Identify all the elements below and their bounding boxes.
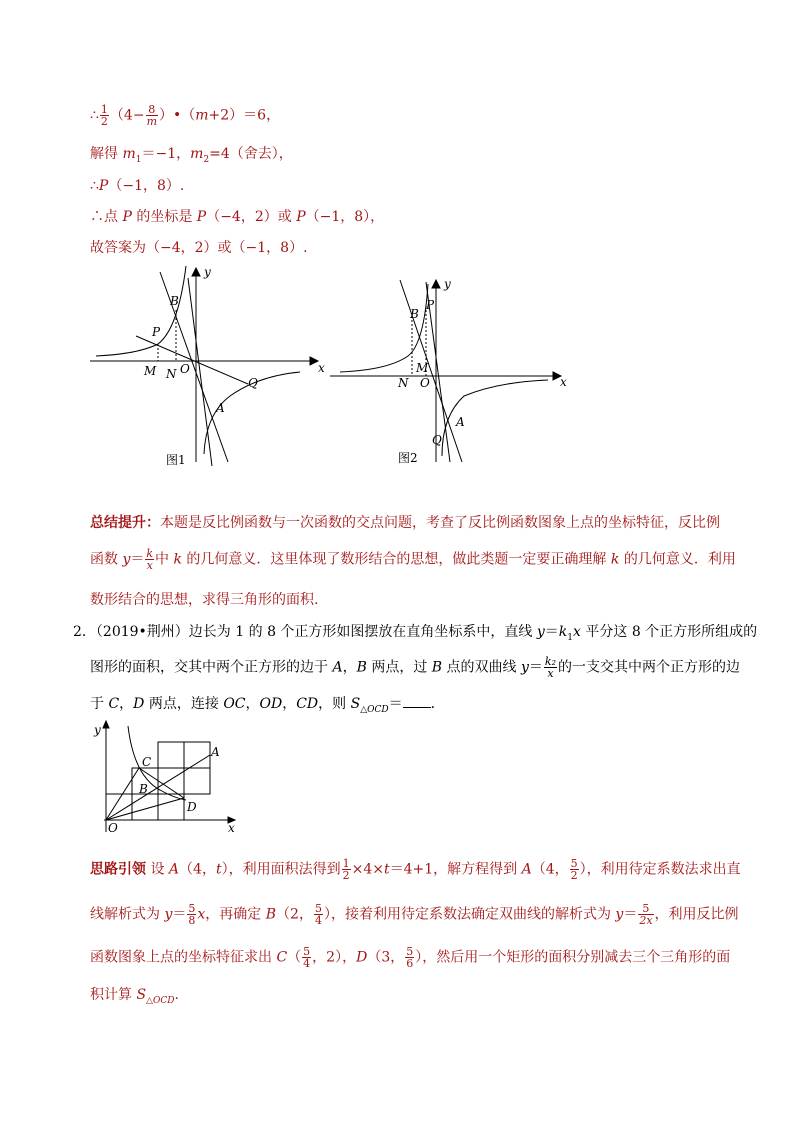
label-A: A: [216, 401, 225, 415]
fraction-5-over-8: $\frac{5}{8}$: [188, 902, 196, 927]
fraction-5-over-2x: $\frac{5}{2x}$: [639, 902, 653, 927]
label-P: P: [426, 298, 435, 312]
solution-line-2: 解得 $m_1=-1$，$m_2=4$（舍去），: [90, 146, 293, 165]
x-axis-arrow: [310, 357, 318, 365]
label-y: y: [444, 277, 451, 291]
solution-line-3: ∴P（−1，8）.: [90, 178, 185, 194]
therefore-symbol: ∴: [90, 107, 99, 124]
label-y: y: [204, 265, 211, 279]
label-A: A: [456, 415, 465, 429]
figure-3: [90, 720, 240, 838]
fraction-one-half: $\frac{1}{2}$: [342, 857, 350, 882]
fraction-5-over-2: $\frac{5}{2}$: [570, 857, 578, 882]
problem-2-line-3: 于 C，D 两点，连接 OC，OD，CD，则 $S_{\triangle OCD}=$ ．: [90, 696, 445, 715]
label-M: M: [144, 364, 157, 378]
hint-line-2: 线解析式为 y＝ $\frac{5}{8}$ x，再确定 B（2， $\frac{5}{4}$ ），接着利用待定系数法确定双曲线的解析式为 y＝ $\frac{5}{2x}$ ，利用反比例: [90, 902, 739, 927]
problem-2-line-2: 图形的面积，交其中两个正方形的边于 A，B 两点，过 B 点的双曲线 y＝ $\frac{\text{k₂}}{x}$ 的一支交其中两个正方形的边: [90, 655, 740, 680]
label-x: x: [560, 375, 567, 389]
answer-blank[interactable]: [403, 695, 431, 708]
label-O: O: [420, 376, 430, 390]
label-M: M: [416, 361, 429, 375]
hint-line-4: 积计算 $S_{\triangle OCD}$.: [90, 987, 179, 1006]
fraction-k2-over-x: $\frac{\text{k₂}}{x}$: [544, 655, 556, 680]
solution-line-5: 故答案为（−4，2）或（−1，8）.: [90, 240, 308, 256]
label-P: P: [152, 325, 161, 339]
summary-line-3: 数形结合的思想，求得三角形的面积.: [90, 592, 319, 608]
label-D: D: [187, 800, 197, 814]
label-Q: Q: [432, 433, 442, 447]
caption-figure-2: 图2: [398, 451, 418, 465]
y-axis-arrow: [192, 268, 200, 276]
hint-line-3: 函数图象上点的坐标特征求出 C（ $\frac{5}{4}$ ，2），D（3， $\frac{5}{6}$ ），然后用一个矩形的面积分别减去三个三角形的面: [90, 945, 731, 970]
label-N: N: [166, 367, 177, 381]
label-B: B: [410, 307, 419, 321]
fraction-5-over-4-c: $\frac{5}{4}$: [303, 945, 311, 970]
fraction-5-over-4: $\frac{5}{4}$: [314, 902, 322, 927]
y-axis-arrow: [103, 721, 109, 728]
hyperbola-branch-upper-left: [96, 266, 186, 356]
label-y: y: [94, 723, 101, 737]
label-N: N: [398, 376, 409, 390]
label-C: C: [142, 755, 152, 769]
solution-line-1: ∴ $\frac{1}{2}$ （4− $\frac{8}{m}$ ）•（m+2）＝6，: [90, 103, 281, 128]
label-B: B: [139, 782, 148, 796]
label-O: O: [180, 362, 190, 376]
label-B: B: [170, 294, 179, 308]
fraction-8-over-m: $\frac{8}{m}$: [146, 103, 157, 128]
figure-1: [88, 264, 328, 470]
fraction-5-over-6: $\frac{5}{6}$: [406, 945, 414, 970]
fraction-k-over-x: $\frac{k}{x}$: [146, 547, 154, 572]
figure-2: [328, 276, 573, 470]
solution-line-4: ∴点 P 的坐标是 P（−4，2）或 P（−1，8），: [90, 209, 385, 225]
label-O: O: [108, 821, 118, 835]
problem-2-line-1: 2．（2019•荆州）边长为 1 的 8 个正方形如图摆放在直角坐标系中，直线 $y=k_1x$ 平分这 8 个正方形所组成的: [73, 624, 758, 643]
label-x: x: [318, 361, 325, 375]
caption-figure-1: 图1: [166, 453, 186, 467]
label-x: x: [228, 821, 235, 835]
hyperbola: [128, 726, 186, 800]
fraction-half: $\frac{1}{2}$: [100, 103, 108, 128]
summary-line-1: 总结提升：本题是反比例函数与一次函数的交点问题，考查了反比例函数图象上点的坐标特征，反比例: [90, 515, 720, 531]
label-A: A: [211, 745, 220, 759]
hyperbola-branch-upper-left: [340, 284, 428, 372]
label-Q: Q: [248, 376, 258, 390]
line-steep: [188, 278, 212, 466]
hint-line-1: 思路引领 设 A（4，t），利用面积法得到 $\frac{1}{2}$ ×4×t＝4+1，解方程得到 A（4， $\frac{5}{2}$ ），利用待定系数法求出直: [90, 857, 741, 882]
summary-line-2: 函数 y＝ $\frac{k}{x}$ 中 k 的几何意义．这里体现了数形结合的思想，做此类题一定要正确理解 k 的几何意义．利用: [90, 547, 736, 572]
y-axis-arrow: [432, 280, 440, 288]
